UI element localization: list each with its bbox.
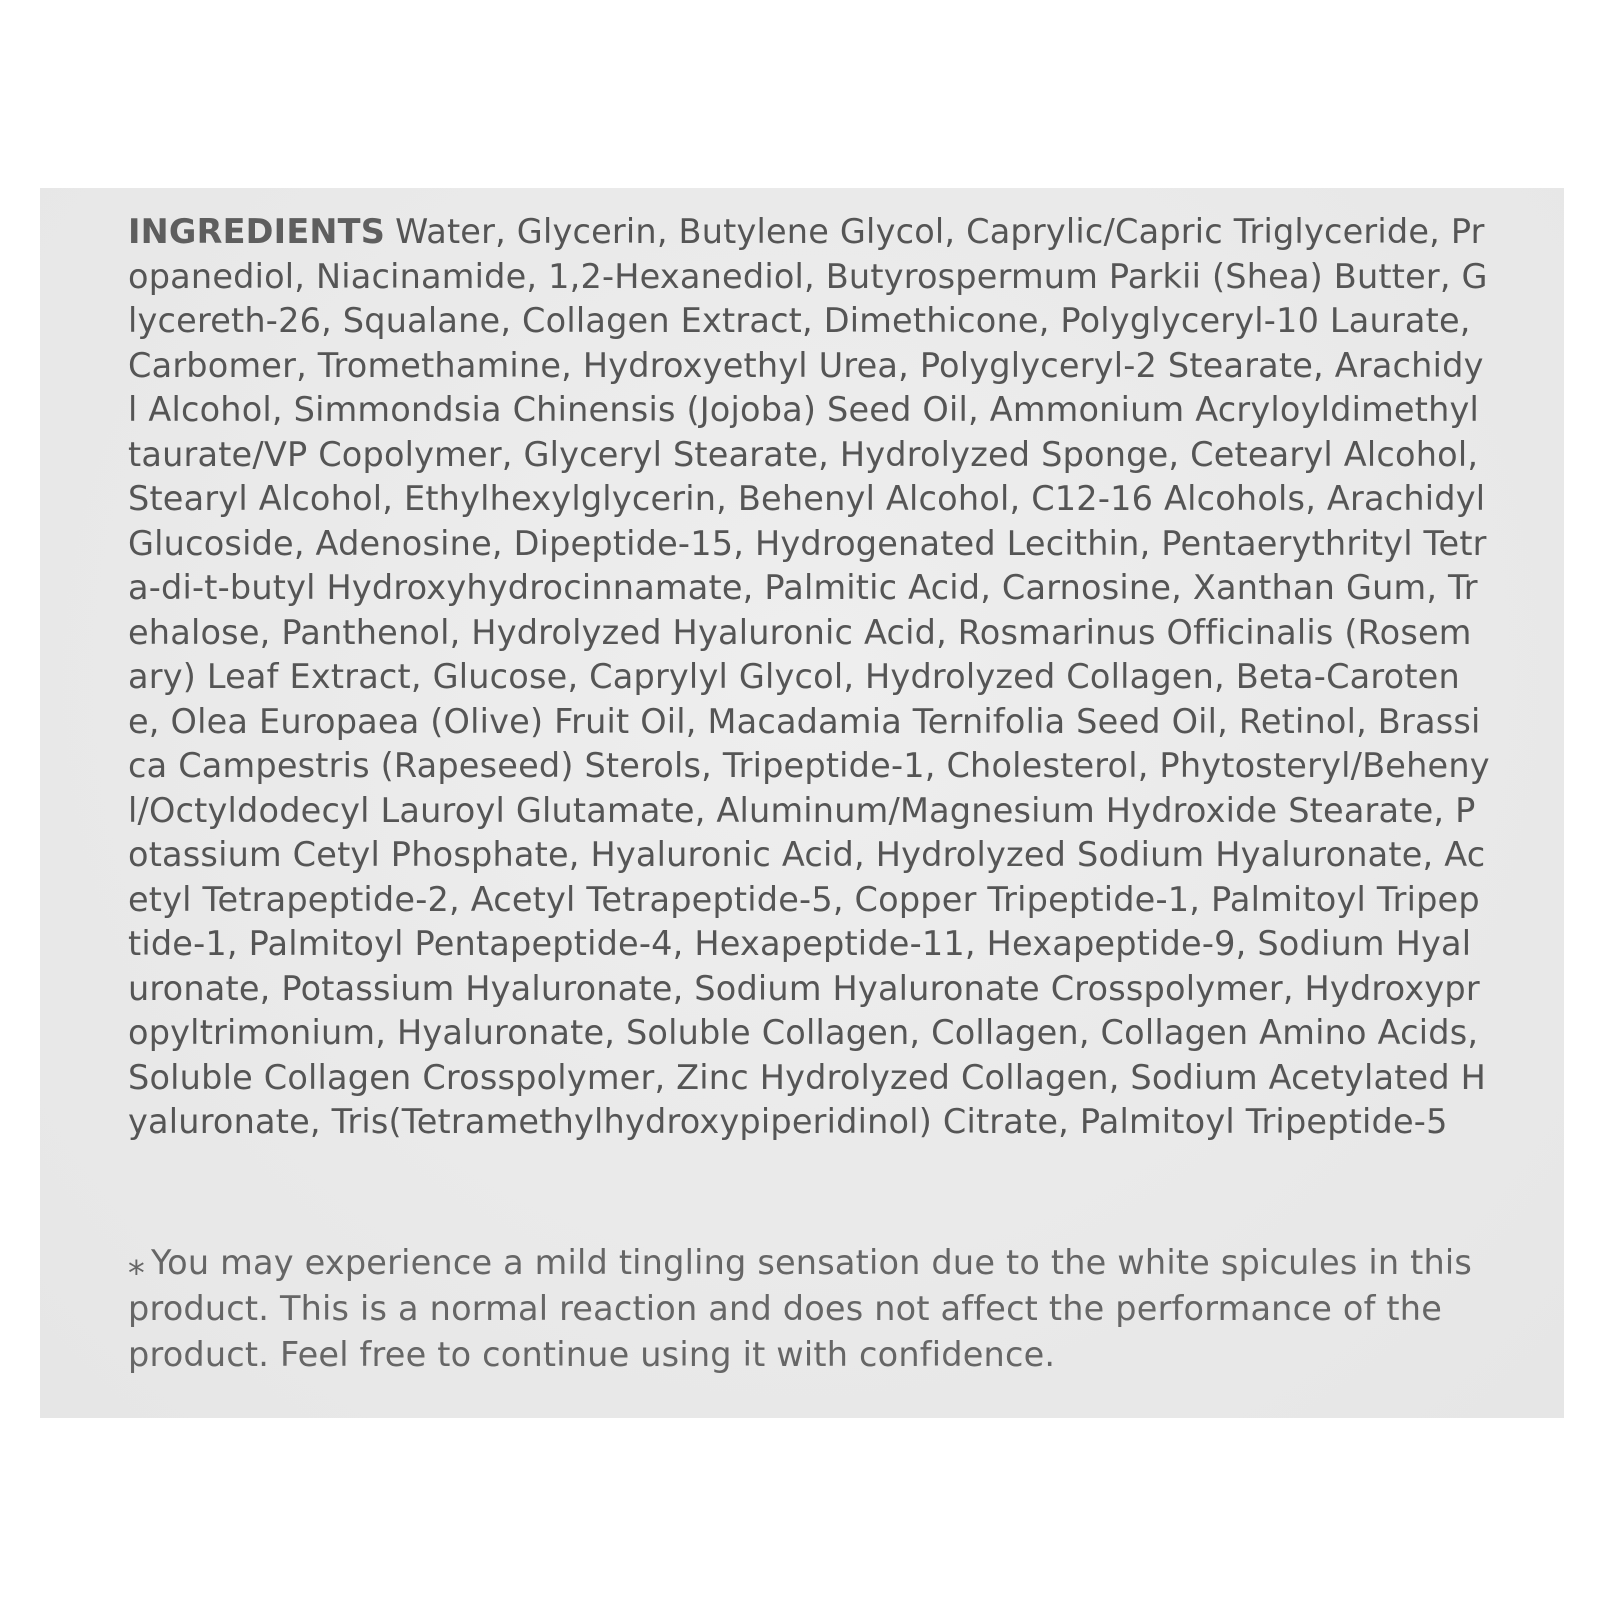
usage-note-text: You may experience a mild tingling sensation due to the white spicules in this product. This is a normal reaction and does not affect the performance of the product. Feel free to continue using it with confidence. [128, 1243, 1473, 1374]
ingredients-text: Water, Glycerin, Butylene Glycol, Caprylic/Capric Triglyceride, Propanediol, Niacinamide, 1,2-Hexanediol, Butyrospermum Parkii (Shea) Butter, Glycereth-26, Squalane, Collagen Extract, Dimethicone, Polyglyceryl-10 Laurate, Carbomer, Tromethamine, Hydroxyethyl Urea, Polyglyceryl-2 Stearate, Arachidyl Alcohol, Simmondsia Chinensis (Jojoba) Seed Oil, Ammonium Acryloyldimethyltaurate/VP Copolymer, Glyceryl Stearate, Hydrolyzed Sponge, Cetearyl Alcohol, Stearyl Alcohol, Ethylhexylglycerin, Behenyl Alcohol, C12-16 Alcohols, Arachidyl Glucoside, Adenosine, Dipeptide-15, Hydrogenated Lecithin, Pentaerythrityl Tetra-di-t-butyl Hydroxyhydrocinnamate, Palmitic Acid, Carnosine, Xanthan Gum, Trehalose, Panthenol, Hydrolyzed Hyaluronic Acid, Rosmarinus Officinalis (Rosemary) Leaf Extract, Glucose, Caprylyl Glycol, Hydrolyzed Collagen, Beta-Carotene, Olea Europaea (Olive) Fruit Oil, Macadamia Ternifolia Seed Oil, Retinol, Brassica Campestris (Rapeseed) Sterols, Tripeptide-1, Cholesterol, Phytosteryl/Behenyl/Octyldodecyl Lauroyl Glutamate, Aluminum/Magnesium Hydroxide Stearate, Potassium Cetyl Phosphate, Hyaluronic Acid, Hydrolyzed Sodium Hyaluronate, Acetyl Tetrapeptide-2, Acetyl Tetrapeptide-5, Copper Tripeptide-1, Palmitoyl Tripeptide-1, Palmitoyl Pentapeptide-4, Hexapeptide-11, Hexapeptide-9, Sodium Hyaluronate, Potassium Hyaluronate, Sodium Hyaluronate Crosspolymer, Hydroxypropyltrimonium, Hyaluronate, Soluble Collagen, Collagen, Collagen Amino Acids, Soluble Collagen Crosspolymer, Zinc Hydrolyzed Collagen, Sodium Acetylated Hyaluronate, Tris(Tetramethylhydroxypiperidinol) Citrate, Palmitoyl Tripeptide-5 [128, 212, 1490, 1141]
ingredients-heading: INGREDIENTS [128, 212, 386, 251]
usage-note [128, 1240, 1490, 1378]
asterisk-mark: ⁎ [128, 1243, 145, 1282]
ingredients-list [128, 210, 1490, 1145]
